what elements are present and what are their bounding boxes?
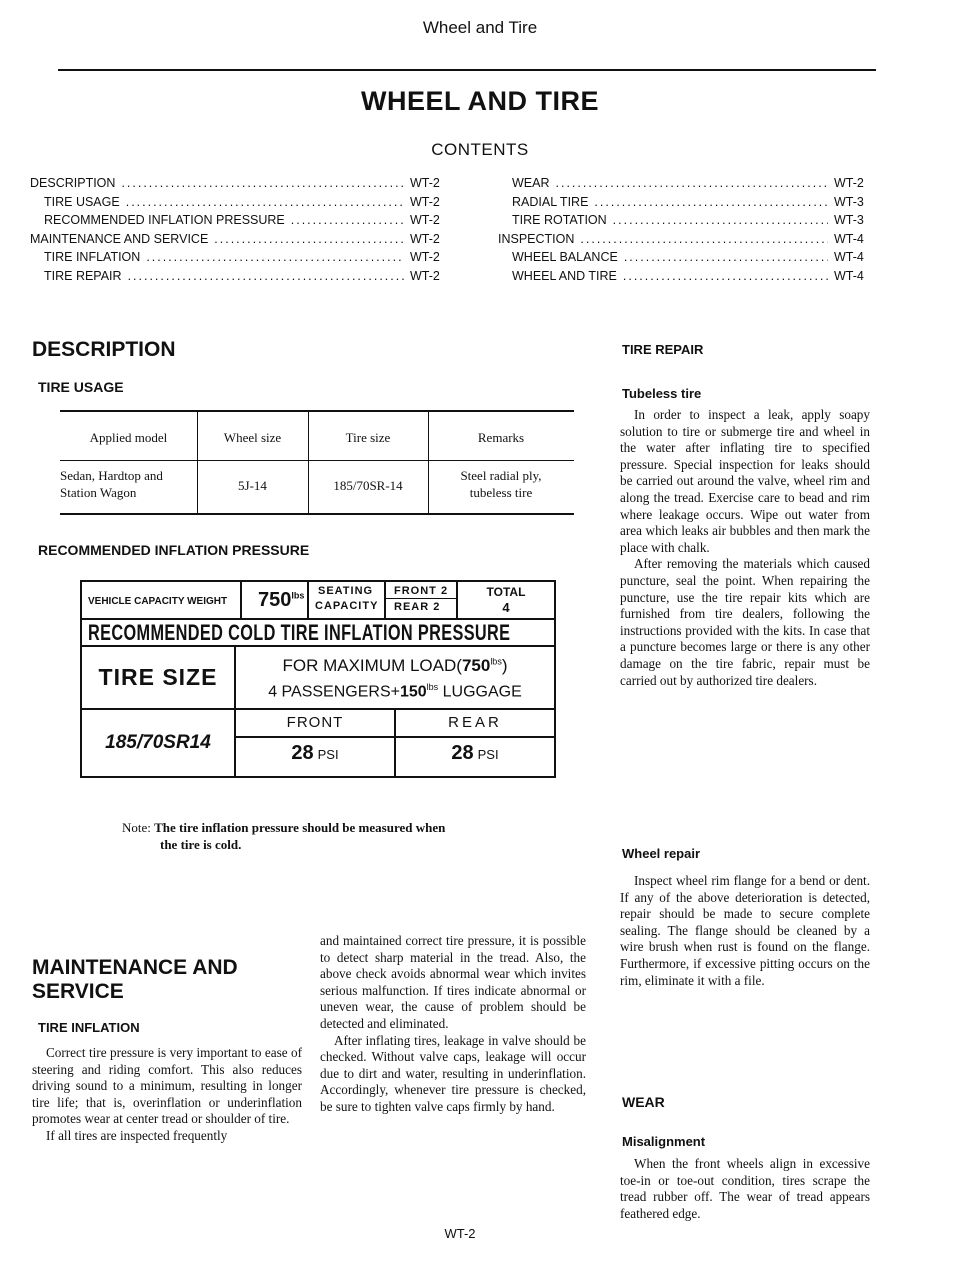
total-label: TOTAL (486, 585, 526, 599)
tire-placard (80, 580, 556, 778)
toc-entry-page: WT-2 (410, 194, 440, 209)
toc-entry (498, 269, 872, 288)
front-seats: FRONT 2 (394, 585, 449, 597)
running-header: Wheel and Tire (422, 18, 538, 37)
maintenance-heading-2: SERVICE (32, 980, 124, 1003)
toc-entry (498, 250, 872, 269)
maintenance-heading-1: MAINTENANCE AND (32, 956, 238, 979)
usage-header-tire: Tire size (345, 430, 391, 445)
page-number: WT-2 (444, 1226, 476, 1241)
vehicle-capacity-weight-label: VEHICLE CAPACITY WEIGHT (88, 596, 228, 607)
note-prefix: Note: (122, 820, 151, 835)
toc-entry (30, 250, 448, 269)
toc-entry-label: TIRE USAGE (44, 194, 120, 209)
toc-entry-page: WT-2 (410, 231, 440, 246)
rear-pressure: 28 PSI (451, 742, 499, 764)
toc-left (30, 176, 448, 287)
toc-entry-page: WT-3 (834, 213, 864, 227)
rear-label: REAR (448, 714, 502, 731)
contents-heading: CONTENTS (431, 140, 529, 159)
toc-entry-page: WT-2 (410, 250, 440, 264)
header-rule (58, 69, 876, 71)
toc-leader-dots (623, 269, 828, 283)
tubeless-para-1: In order to inspect a leak, apply soapy solution to tire or submerge tire and wheel in the water after inflating tire to specified pressure. Special inspection for leaks should be carried out around the valve, wheel rim and along the tread. Exercise care to bead and rim where leakage occurs. Wipe out water from area which leaks air bubbles and then mark the place with chalk. (620, 407, 870, 555)
toc-entry-page: WT-3 (834, 194, 864, 209)
tubeless-tire-text (620, 407, 870, 689)
tubeless-tire-heading: Tubeless tire (622, 386, 702, 401)
toc-leader-dots (291, 213, 404, 227)
usage-cell-model-2: Station Wagon (60, 485, 137, 500)
wheel-repair-heading: Wheel repair (622, 846, 701, 861)
toc-leader-dots (594, 195, 828, 209)
tire-size-label: TIRE SIZE (98, 664, 218, 690)
front-pressure: 28 PSI (291, 742, 339, 764)
usage-cell-wheel: 5J-14 (238, 478, 267, 493)
weight-value: $750^{lbs}$ (258, 589, 305, 611)
inflation-note (122, 819, 445, 853)
toc-entry (30, 176, 448, 195)
misalignment-para-1: When the front wheels align in excessive toe-in or toe-out condition, tires scrape the tread rubber off. The wear of tread appears feathered edge. (620, 1156, 870, 1221)
usage-cell-remarks-2: tubeless tire (469, 485, 533, 500)
toc-entry-page: WT-4 (834, 231, 864, 246)
toc-entry (30, 213, 448, 232)
maintenance-col-2 (320, 933, 586, 1116)
total-value: 4 (502, 600, 510, 615)
wheel-repair-text (620, 873, 870, 989)
toc-entry (30, 195, 448, 214)
toc-entry (498, 176, 872, 195)
usage-header-remarks: Remarks (477, 430, 525, 445)
toc-leader-dots (214, 232, 404, 246)
toc-entry (498, 213, 872, 232)
toc-entry-label: RADIAL TIRE (512, 194, 589, 209)
toc-entry-page: WT-4 (834, 250, 864, 264)
usage-header-model: Applied model (89, 430, 168, 445)
toc-entry-page: WT-2 (410, 213, 440, 227)
capacity-label: CAPACITY (315, 600, 379, 612)
toc-entry-page: WT-2 (410, 268, 440, 283)
toc-entry-label: MAINTENANCE AND SERVICE (30, 231, 209, 246)
toc-right (498, 176, 872, 287)
tubeless-para-2: After removing the materials which caused puncture, seal the point. When repairing the puncture, use the tire repair kits which are furnished from tire dealers, following the instructions provided with the kits. In case that a puncture becomes large or there is any other damage on the tire fabric, repair must be carried out by authorized tire dealers. (620, 556, 870, 688)
toc-leader-dots (121, 176, 404, 190)
maintenance-col-1 (32, 1045, 302, 1145)
toc-entry-label: TIRE REPAIR (44, 268, 122, 283)
toc-leader-dots (624, 250, 828, 264)
wheel-repair-para-1: Inspect wheel rim flange for a bend or dent. If any of the above deterioration is detected, repair should be made to secure complete sealing. The flange should be cleaned by a wire brush when rust is found on the flange. Furthermore, if excessive pitting occurs on the rim, eliminate it with a file. (620, 873, 870, 988)
toc-entry-label: TIRE ROTATION (512, 213, 607, 227)
inflation-heading: RECOMMENDED INFLATION PRESSURE (38, 542, 310, 558)
toc-leader-dots (128, 269, 404, 283)
toc-entry-page: WT-2 (410, 176, 440, 190)
load-line-2: 4 $PASSENGERS+150^{lbs}$ LUGGAGE (268, 682, 522, 701)
load-line-1: FOR MAXIMUM $LOAD(750^{lbs})$ (282, 656, 508, 675)
toc-leader-dots (613, 213, 828, 227)
toc-leader-dots (126, 195, 404, 209)
misalignment-text (620, 1156, 870, 1222)
toc-leader-dots (556, 176, 829, 190)
tire-size-value: 185/70SR14 (105, 732, 211, 753)
page-title: WHEEL AND TIRE (360, 86, 599, 116)
toc-entry (498, 232, 872, 251)
toc-entry (30, 269, 448, 288)
note-line-2: the tire is cold. (160, 837, 242, 852)
description-heading: DESCRIPTION (32, 338, 176, 361)
usage-header-wheel: Wheel size (223, 430, 282, 445)
toc-leader-dots (580, 232, 828, 246)
toc-entry-label: TIRE INFLATION (44, 250, 141, 264)
toc-entry-label: RECOMMENDED INFLATION PRESSURE (44, 213, 285, 227)
misalignment-heading: Misalignment (622, 1134, 706, 1149)
toc-entry (498, 195, 872, 214)
seating-label: SEATING (318, 585, 374, 597)
front-label: FRONT (286, 714, 344, 731)
toc-entry-label: WEAR (512, 176, 550, 190)
toc-entry-label: INSPECTION (498, 231, 575, 246)
toc-leader-dots (146, 250, 404, 264)
placard-banner: RECOMMENDED COLD TIRE INFLATION PRESSURE (88, 620, 511, 644)
tire-repair-heading: TIRE REPAIR (622, 342, 704, 357)
wear-heading: WEAR (622, 1094, 665, 1110)
toc-entry-page: WT-2 (834, 176, 864, 190)
toc-entry-label: WHEEL BALANCE (512, 250, 618, 264)
usage-cell-tire: 185/70SR-14 (333, 478, 403, 493)
maint-col1-para-1: Correct tire pressure is very important to ease of steering and riding comfort. This also reduces driving sound to a minimum, resulting in longer tire life; that is, overinflation or underinflation promotes wear at center tread or shoulder of tire. (32, 1045, 302, 1127)
tire-usage-table (60, 410, 574, 516)
maint-col2-para-1: and maintained correct tire pressure, it is possible to detect sharp material in the tread. Also, the above check avoids abnormal wear which invites serious malfunction. If tires indicate abnormal or uneven wear, the cause of problem should be detected and eliminated. (320, 933, 586, 1031)
usage-cell-model-1: Sedan, Hardtop and (60, 468, 163, 483)
usage-cell-remarks-1: Steel radial ply, (460, 468, 542, 483)
toc-entry-label: DESCRIPTION (30, 176, 116, 190)
toc-entry (30, 232, 448, 251)
maint-col2-para-2: After inflating tires, leakage in valve should be checked. Without valve caps, leakage will occur due to dirt and water, resulting in underinflation. Accordingly, whenever tire pressure is checked, be sure to tighten valve caps firmly by hand. (320, 1032, 586, 1114)
note-line-1: The tire inflation pressure should be measured when (154, 820, 446, 835)
rear-seats: REAR 2 (394, 601, 441, 613)
tire-inflation-heading: TIRE INFLATION (38, 1020, 140, 1035)
toc-entry-label: WHEEL AND TIRE (512, 268, 617, 283)
maint-col1-para-2: If all tires are inspected frequently (46, 1127, 228, 1143)
tire-usage-heading: TIRE USAGE (38, 379, 124, 395)
toc-entry-page: WT-4 (834, 268, 864, 283)
